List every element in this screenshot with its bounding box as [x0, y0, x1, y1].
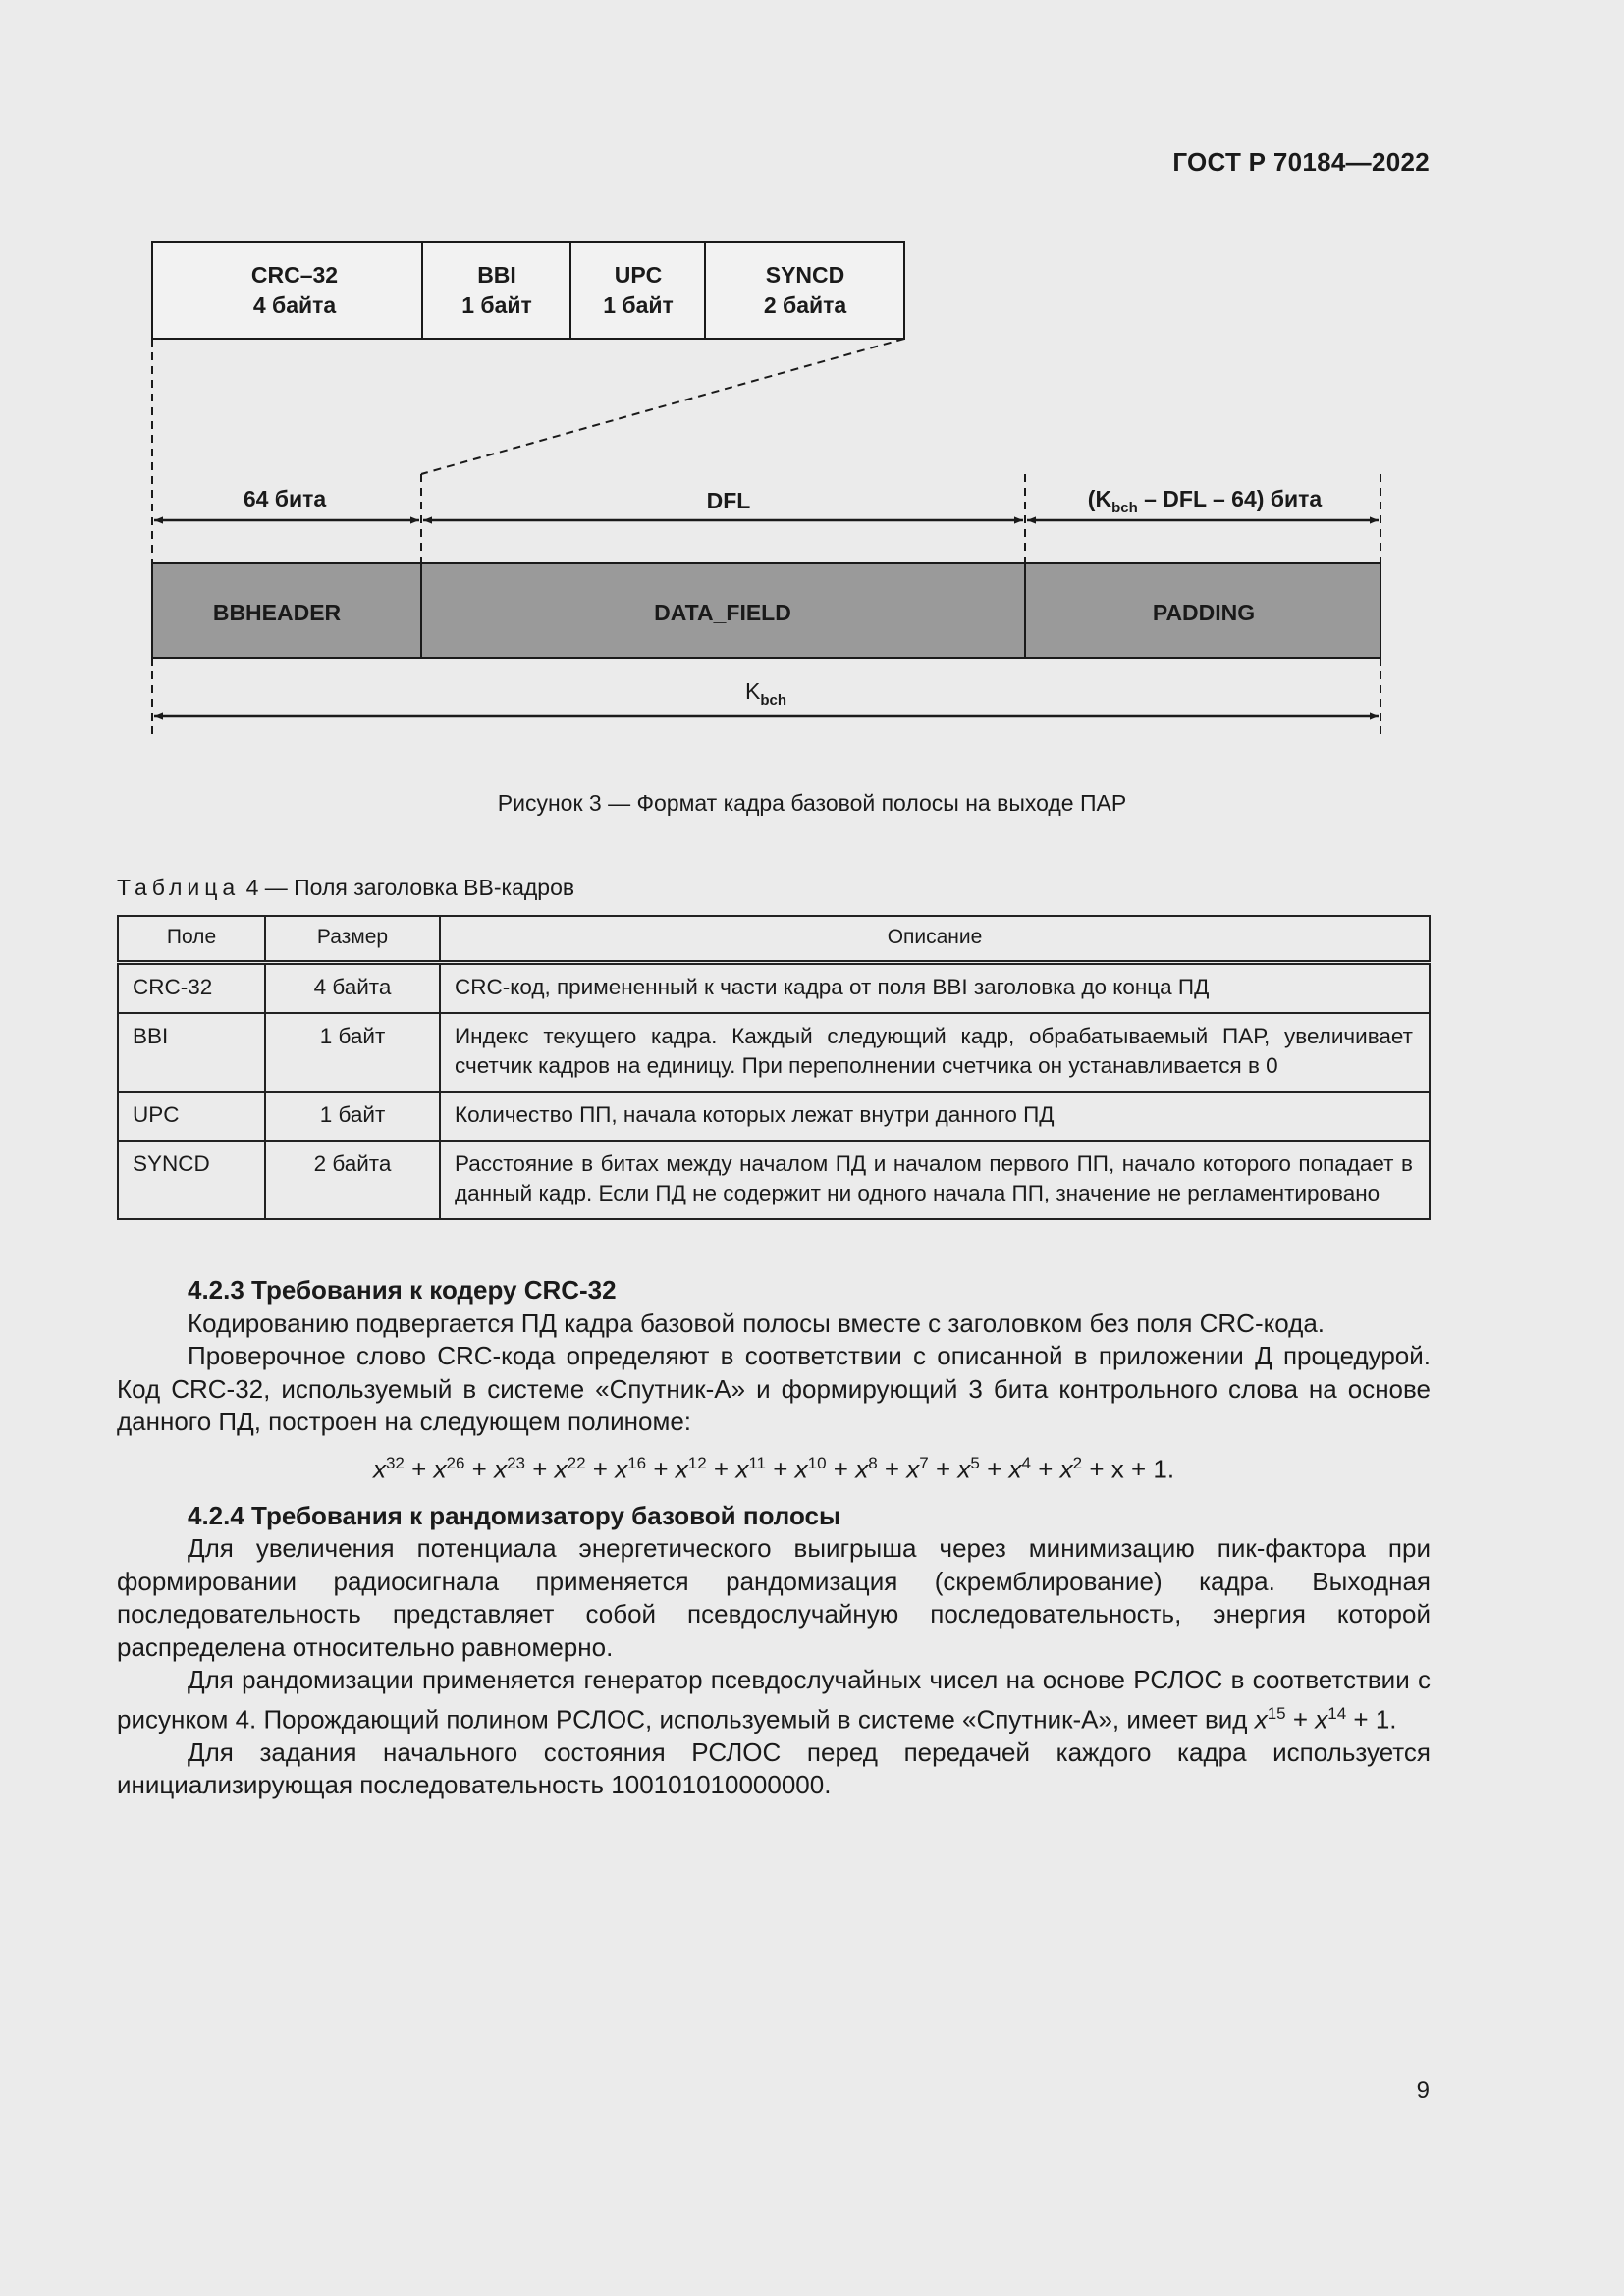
- cell-description: Количество ПП, начала которых лежат внутри данного ПД: [440, 1092, 1430, 1141]
- poly-var: x: [1254, 1704, 1268, 1735]
- poly-plus: +: [525, 1454, 555, 1484]
- expansion-lines: [152, 339, 1380, 736]
- poly-var: x: [794, 1454, 808, 1484]
- cell-field: CRC-32: [118, 963, 265, 1014]
- column-header-size: Размер: [265, 916, 440, 963]
- paragraph: [117, 1664, 1431, 1736]
- poly-exp: 32: [385, 1453, 405, 1472]
- poly-plus: +: [706, 1454, 736, 1484]
- column-header-description: Описание: [440, 916, 1430, 963]
- poly-exp: 8: [868, 1453, 878, 1472]
- figure-caption: Рисунок 3 — Формат кадра базовой полосы на выходе ПАР: [497, 790, 1127, 816]
- paragraph: Проверочное слово CRC-кода определяют в соответствии с описанной в приложении Д процедурой. Код CRC-32, используемый в системе «Спутник-А» и формирующий 3 бита контрольного слова на основе данного ПД, построен на следующем полиноме:: [117, 1341, 1431, 1436]
- table-row: [118, 1013, 1430, 1092]
- field-size-upc: 1 байт: [603, 293, 674, 318]
- poly-var: x: [906, 1454, 920, 1484]
- poly-exp: 4: [1021, 1453, 1031, 1472]
- cell-description: CRC-код, примененный к части кадра от поля BBI заголовка до конца ПД: [440, 963, 1430, 1014]
- dim-padding-sub: bch: [1111, 500, 1138, 516]
- poly-plus: +: [1285, 1704, 1316, 1735]
- poly-tail: + 1.: [1346, 1704, 1397, 1735]
- dim-data-label: DFL: [706, 488, 751, 513]
- poly-plus: +: [646, 1454, 676, 1484]
- cell-size: 1 байт: [265, 1092, 440, 1141]
- poly-var: x: [1008, 1454, 1022, 1484]
- dim-padding-suffix: – DFL – 64) бита: [1137, 486, 1323, 511]
- poly-plus: +: [585, 1454, 616, 1484]
- paragraph: Кодированию подвергается ПД кадра базовой полосы вместе с заголовком без поля CRC-кода.: [188, 1308, 1326, 1338]
- poly-exp: 5: [970, 1453, 980, 1472]
- poly-var: x: [554, 1454, 568, 1484]
- field-size-bbi: 1 байт: [461, 293, 532, 318]
- poly-exp: 26: [446, 1453, 465, 1472]
- total-main: K: [744, 678, 761, 704]
- total-sub: bch: [760, 692, 787, 709]
- poly-exp: 22: [567, 1453, 586, 1472]
- paragraph: Для задания начального состояния РСЛОС перед передачей каждого кадра используется инициализирующая последовательность 100101010000000.: [117, 1736, 1431, 1800]
- poly-exp: 11: [748, 1453, 766, 1472]
- header-fields-box: [152, 242, 904, 339]
- poly-plus: +: [928, 1454, 958, 1484]
- table-caption-label: Таблица: [117, 875, 241, 900]
- poly-exp: 23: [507, 1453, 525, 1472]
- cell-description: Индекс текущего кадра. Каждый следующий кадр, обрабатываемый ПАР, увеличивает счетчик кадров на единицу. При переполнении счетчика он устанавливается в 0: [440, 1013, 1430, 1092]
- poly-exp: 10: [807, 1453, 827, 1472]
- poly-var: x: [615, 1454, 628, 1484]
- total-length-label: [745, 678, 786, 709]
- table-row: [118, 1141, 1430, 1219]
- cell-size: 1 байт: [265, 1013, 440, 1092]
- poly-var: x: [957, 1454, 971, 1484]
- dim-padding-prefix: (K: [1087, 486, 1112, 511]
- poly-exp: 16: [627, 1453, 647, 1472]
- cell-description: Расстояние в битах между началом ПД и началом первого ПП, начало которого попадает в данный кадр. Если ПД не содержит ни одного начала ПП, значение не регламентировано: [440, 1141, 1430, 1219]
- poly-var: x: [675, 1454, 688, 1484]
- poly-exp: 14: [1327, 1703, 1347, 1723]
- poly-plus: +: [1030, 1454, 1060, 1484]
- dim-header-label: 64 бита: [243, 486, 327, 511]
- poly-var: x: [1059, 1454, 1073, 1484]
- section-title-randomizer: 4.2.4 Требования к рандомизатору базовой полосы: [188, 1500, 841, 1530]
- poly-var: x: [855, 1454, 869, 1484]
- cell-field: UPC: [118, 1092, 265, 1141]
- block-label-bbheader: BBHEADER: [212, 600, 342, 625]
- poly-plus: +: [826, 1454, 856, 1484]
- document-id: ГОСТ Р 70184—2022: [1172, 147, 1430, 177]
- column-header-field: Поле: [118, 916, 265, 963]
- block-label-padding: PADDING: [1152, 600, 1256, 625]
- cell-field: SYNCD: [118, 1141, 265, 1219]
- table-caption: [117, 875, 574, 901]
- poly-exp: 12: [687, 1453, 707, 1472]
- poly-exp: 7: [919, 1453, 929, 1472]
- table-row: [118, 1092, 1430, 1141]
- field-size-crc: 4 байта: [252, 293, 337, 318]
- poly-plus: +: [404, 1454, 434, 1484]
- poly-exp: 2: [1072, 1453, 1083, 1472]
- paragraph-text: Для рандомизации применяется генератор псевдослучайных чисел на основе РСЛОС в соответствии с рисунком 4. Порождающий полином РСЛОС, используемый в системе «Спутник-А», имеет вид: [117, 1665, 1431, 1735]
- dim-padding-label: [1088, 486, 1323, 516]
- section-title-crc-coder: 4.2.3 Требования к кодеру CRC-32: [188, 1275, 617, 1305]
- bb-header-fields-table: [117, 915, 1431, 1220]
- poly-plus: +: [464, 1454, 495, 1484]
- table-row: [118, 963, 1430, 1014]
- poly-var: x: [1315, 1704, 1328, 1735]
- field-size-syncd: 2 байта: [763, 293, 847, 318]
- poly-tail: + x + 1.: [1082, 1454, 1175, 1484]
- poly-var: x: [372, 1454, 386, 1484]
- poly-plus: +: [765, 1454, 795, 1484]
- field-name-crc: CRC–32: [250, 262, 339, 288]
- table-caption-text: 4 — Поля заголовка BB-кадров: [240, 875, 575, 900]
- poly-plus: +: [979, 1454, 1009, 1484]
- block-label-data-field: DATA_FIELD: [654, 600, 791, 625]
- crc-polynomial: [117, 1447, 1431, 1486]
- field-name-bbi: BBI: [477, 262, 516, 288]
- field-name-syncd: SYNCD: [765, 262, 845, 288]
- field-name-upc: UPC: [614, 262, 663, 288]
- page-number: 9: [1416, 2077, 1430, 2104]
- paragraph: Для увеличения потенциала энергетического выигрыша через минимизацию пик-фактора при формировании радиосигнала применяется рандомизация (скремблирование) кадра. Выходная последовательность представляет собой псевдослучайную последовательность, энергия которой распределена относительно равномерно.: [117, 1533, 1431, 1662]
- cell-size: 2 байта: [265, 1141, 440, 1219]
- poly-var: x: [494, 1454, 508, 1484]
- body-text: [117, 1274, 1431, 1802]
- cell-field: BBI: [118, 1013, 265, 1092]
- table-header-row: [118, 916, 1430, 963]
- poly-var: x: [735, 1454, 749, 1484]
- poly-plus: +: [877, 1454, 907, 1484]
- frame-format-figure: [0, 0, 1624, 766]
- poly-exp: 15: [1267, 1703, 1286, 1723]
- cell-size: 4 байта: [265, 963, 440, 1014]
- poly-var: x: [433, 1454, 447, 1484]
